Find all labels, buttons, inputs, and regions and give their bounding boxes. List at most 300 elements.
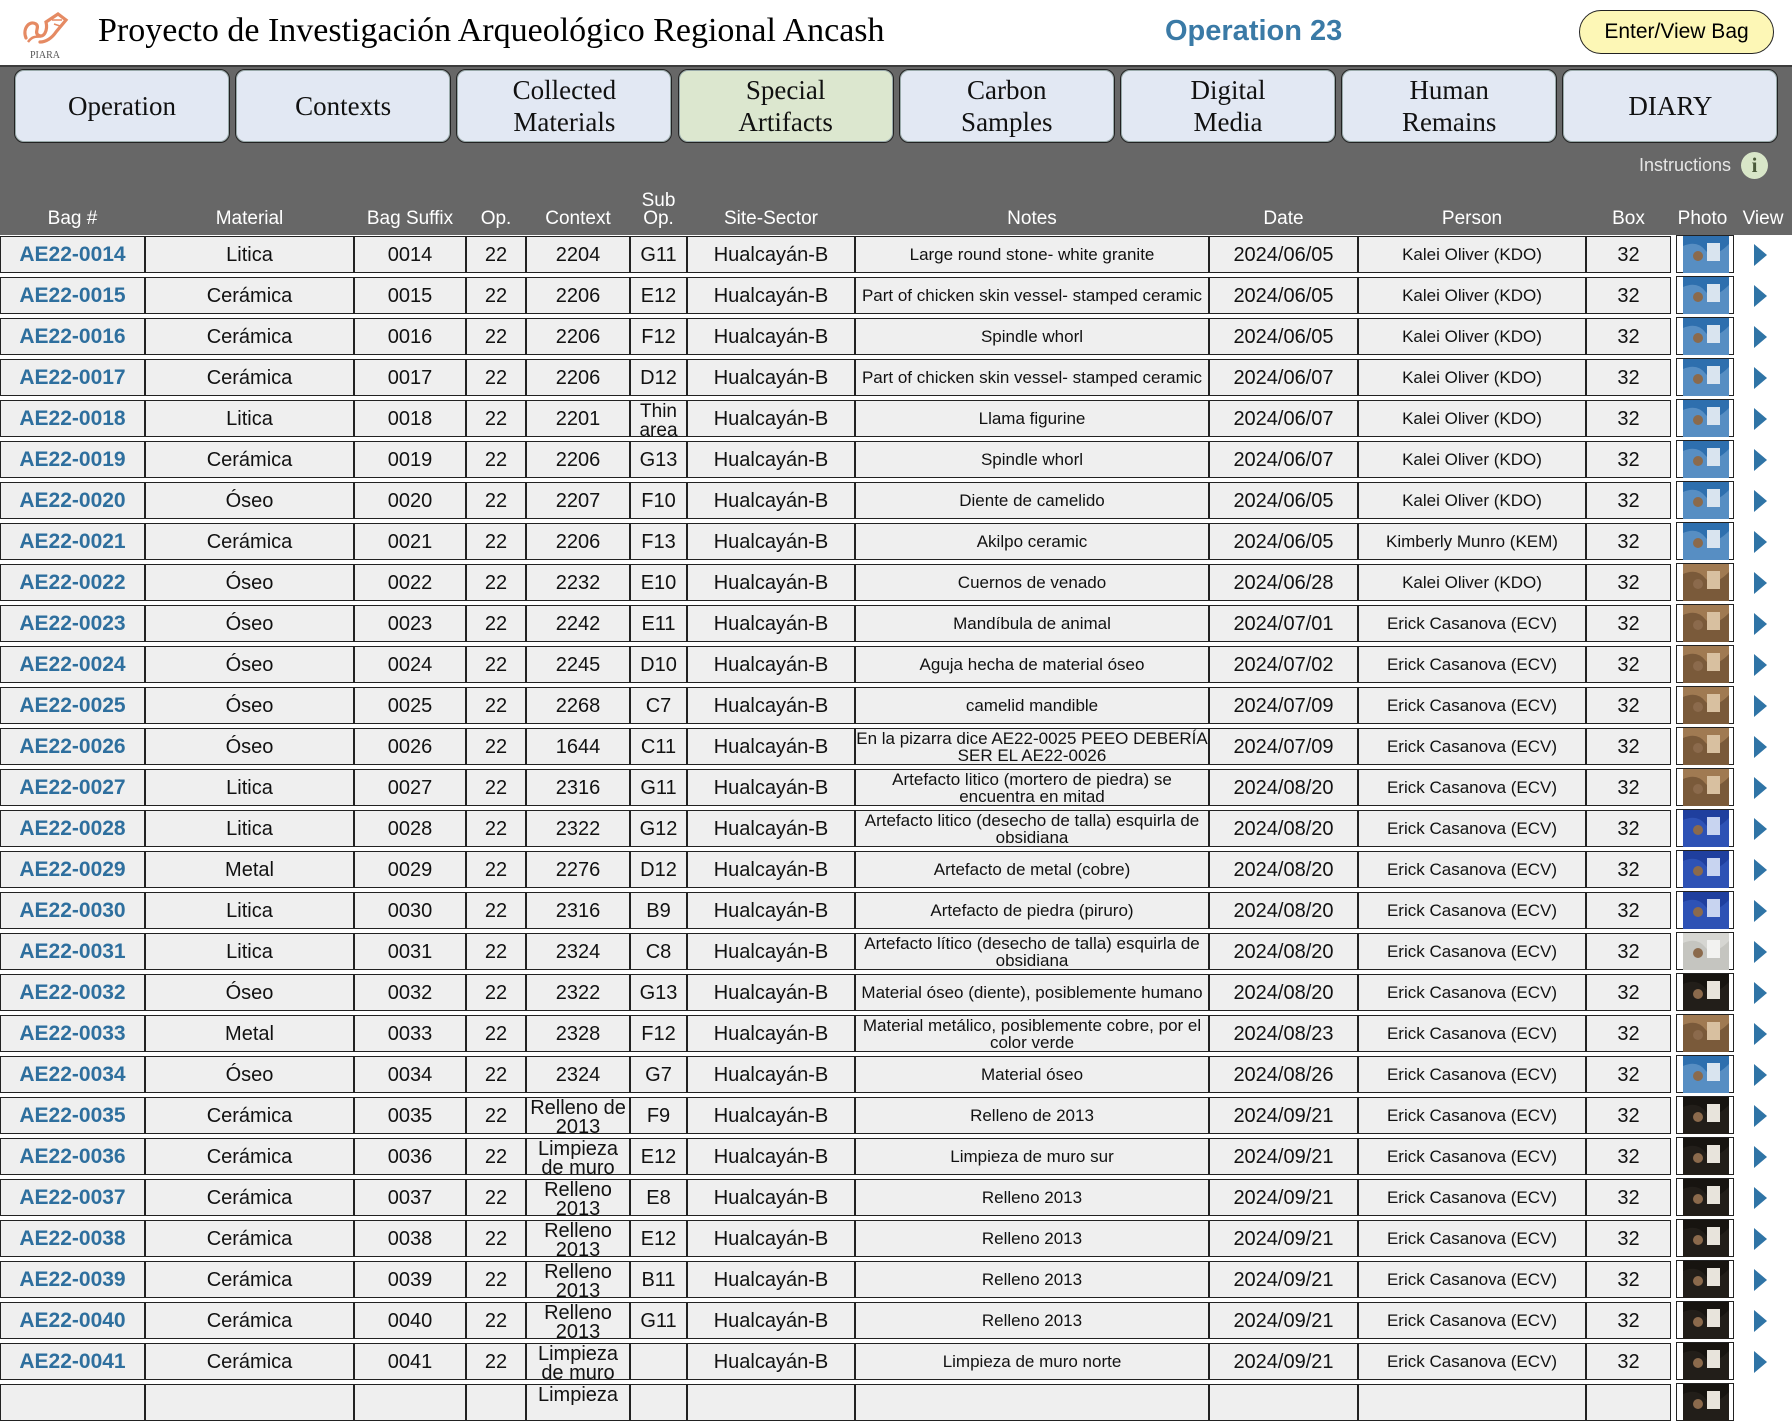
context-cell-text: Relleno 2013 [544,1261,612,1302]
box-cell [1586,769,1671,806]
table-row[interactable] [0,235,1792,276]
view-arrow-icon[interactable] [1754,408,1767,430]
bag-number-link[interactable]: AE22-0041 [19,1349,126,1373]
bag-number-link[interactable]: AE22-0019 [19,447,126,471]
table-row[interactable] [0,1342,1792,1383]
sub-op-cell [630,318,687,355]
person-cell [1358,1220,1586,1257]
sub-op-cell [630,1097,687,1134]
col-bag[interactable]: Bag # [47,208,98,229]
view-arrow-icon[interactable] [1754,941,1767,963]
col-box[interactable]: Box [1612,208,1645,229]
photo-image [1683,974,1729,1011]
site-sector-cell-text: Hualcayán-B [713,1309,829,1332]
table-row[interactable] [0,358,1792,399]
notes-cell-text: Artefacto lítico (desecho de talla) esquirla de obsidiana [864,933,1200,970]
tab-human-remains[interactable]: Human Remains [1341,69,1557,143]
bag-number-link[interactable]: AE22-0034 [19,1062,126,1086]
bag-number-link[interactable]: AE22-0029 [19,857,126,881]
context-cell-text: 2207 [555,489,601,512]
box-cell-text: 32 [1617,1227,1640,1250]
bag-suffix-cell-text: 0016 [387,325,433,348]
box-cell-text: 32 [1617,940,1640,963]
site-sector-cell [687,1138,855,1175]
person-cell-text: Kalei Oliver (KDO) [1402,286,1542,305]
site-sector-cell-text: Hualcayán-B [713,284,829,307]
op-cell-text: 22 [484,448,508,471]
site-sector-cell [687,482,855,519]
op-cell-text: 22 [484,1022,508,1045]
notes-cell-text: Artefacto litico (mortero de piedra) se encuentra en mitad [892,769,1172,806]
photo-thumbnail[interactable] [1676,399,1734,437]
bag-suffix-cell [354,359,466,396]
photo-thumbnail[interactable] [1676,276,1734,314]
context-cell [526,1056,630,1093]
table-row[interactable] [0,1301,1792,1342]
view-arrow-icon[interactable] [1754,1351,1767,1373]
view-arrow-icon[interactable] [1754,1228,1767,1250]
view-arrow-icon[interactable] [1754,367,1767,389]
view-arrow-icon[interactable] [1754,449,1767,471]
op-cell [466,769,526,806]
op-cell-text: 22 [484,1309,508,1332]
material-cell-text: Óseo [225,571,274,594]
site-sector-cell [687,1302,855,1339]
person-cell-text: Kimberly Munro (KEM) [1386,532,1558,551]
col-op[interactable]: Op. [480,208,512,229]
context-cell [526,564,630,601]
col-site-sector[interactable]: Site-Sector [724,208,818,229]
op-cell [466,482,526,519]
tab-collected-materials[interactable]: Collected Materials [456,69,672,143]
bag-suffix-cell [354,1302,466,1339]
person-cell [1358,646,1586,683]
material-cell [145,646,354,683]
photo-thumbnail[interactable] [1676,563,1734,601]
notes-cell [855,1179,1209,1216]
person-cell-text: Kalei Oliver (KDO) [1402,573,1542,592]
bag-number-link[interactable]: AE22-0017 [19,365,126,389]
photo-thumbnail[interactable] [1676,973,1734,1011]
context-cell [526,277,630,314]
photo-thumbnail[interactable] [1676,1178,1734,1216]
info-icon[interactable]: i [1741,152,1768,179]
tab-operation[interactable]: Operation [14,69,230,143]
table-row[interactable] [0,891,1792,932]
context-cell [526,892,630,929]
notes-cell [855,482,1209,519]
col-notes[interactable]: Notes [1007,208,1057,229]
context-cell [526,974,630,1011]
view-arrow-icon[interactable] [1754,531,1767,553]
person-cell-text: Erick Casanova (ECV) [1386,1311,1558,1330]
context-cell [526,441,630,478]
sub-op-cell-text: G11 [640,1309,677,1332]
site-sector-cell [687,318,855,355]
context-cell [526,1097,630,1138]
sub-op-cell [630,1302,687,1339]
bag-number-link[interactable]: AE22-0040 [19,1308,126,1332]
bag-suffix-cell [354,1138,466,1175]
bag-number-link[interactable]: AE22-0032 [19,980,126,1004]
view-arrow-icon[interactable] [1754,1187,1767,1209]
date-cell-text: 2024/06/07 [1233,448,1334,471]
box-cell-text: 32 [1617,776,1640,799]
table-row[interactable] [0,1096,1792,1137]
material-cell [145,1343,354,1380]
bag-number-link[interactable]: AE22-0030 [19,898,126,922]
person-cell [1358,523,1586,560]
bag-number-link[interactable]: AE22-0026 [19,734,126,758]
date-cell-text: 2024/08/23 [1233,1022,1334,1045]
box-cell [1586,851,1671,888]
person-cell-text: Erick Casanova (ECV) [1386,1229,1558,1248]
bag-number-link[interactable]: AE22-0021 [19,529,126,553]
person-cell-text: Erick Casanova (ECV) [1386,1352,1558,1371]
table-row[interactable] [0,399,1792,440]
context-cell-text: 2206 [555,448,601,471]
bag-suffix-cell [354,523,466,560]
bag-suffix-cell-text: 0040 [387,1309,433,1332]
photo-thumbnail[interactable] [1676,317,1734,355]
box-cell-text: 32 [1617,530,1640,553]
bag-suffix-cell-text: 0036 [387,1145,433,1168]
person-cell-text: Erick Casanova (ECV) [1386,1147,1558,1166]
view-arrow-icon[interactable] [1754,1310,1767,1332]
photo-image [1683,605,1729,642]
site-sector-cell-text: Hualcayán-B [713,243,829,266]
table-row[interactable] [0,727,1792,768]
tab-special-artifacts[interactable]: Special Artifacts [678,69,894,143]
view-arrow-icon[interactable] [1754,613,1767,635]
date-cell-text: 2024/07/02 [1233,653,1334,676]
notes-cell [855,359,1209,396]
photo-image [1683,1384,1729,1421]
photo-image [1683,236,1729,273]
notes-cell-text: Relleno 2013 [981,1311,1083,1330]
bag-number-cell [0,1302,145,1339]
bag-suffix-cell-text: 0017 [387,366,433,389]
date-cell [1209,318,1358,355]
enter-view-bag-button[interactable]: Enter/View Bag [1579,10,1774,54]
bag-number-link[interactable]: AE22-0031 [19,939,126,963]
box-cell-text: 32 [1617,448,1640,471]
view-arrow-icon[interactable] [1754,490,1767,512]
table-row[interactable] [0,276,1792,317]
person-cell [1358,933,1586,970]
bag-suffix-cell [354,1015,466,1052]
table-row[interactable] [0,973,1792,1014]
site-sector-cell [687,851,855,888]
sub-op-cell [630,236,687,273]
table-row[interactable] [0,1178,1792,1219]
material-cell [145,1179,354,1216]
table-row[interactable] [0,522,1792,563]
box-cell-text: 32 [1617,1350,1640,1373]
bag-number-link[interactable]: AE22-0028 [19,816,126,840]
context-cell [526,933,630,970]
person-cell [1358,1179,1586,1216]
table-row[interactable] [0,481,1792,522]
photo-thumbnail[interactable] [1676,481,1734,519]
bag-number-link[interactable]: AE22-0025 [19,693,126,717]
col-person[interactable]: Person [1441,208,1503,229]
op-cell [466,646,526,683]
sub-op-cell-text: E12 [640,1145,677,1168]
op-cell-text: 22 [484,981,508,1004]
op-cell [466,892,526,929]
tab-diary[interactable]: DIARY [1562,69,1778,143]
op-cell [466,1097,526,1134]
date-cell [1209,277,1358,314]
sub-op-cell [630,810,687,847]
tab-bar [14,69,1790,145]
op-cell-text: 22 [484,325,508,348]
date-cell [1209,523,1358,560]
view-arrow-icon[interactable] [1754,1064,1767,1086]
sub-op-cell [630,1179,687,1216]
view-arrow-icon[interactable] [1754,1146,1767,1168]
sub-op-cell-text: E8 [646,1186,671,1209]
photo-thumbnail[interactable] [1676,604,1734,642]
table-row[interactable] [0,1219,1792,1260]
bag-suffix-cell-text: 0026 [387,735,433,758]
view-arrow-icon[interactable] [1754,326,1767,348]
photo-image [1683,1015,1729,1052]
person-cell [1358,1302,1586,1339]
bag-suffix-cell-text: 0025 [387,694,433,717]
photo-thumbnail[interactable] [1676,1301,1734,1339]
table-row[interactable] [0,1055,1792,1096]
bag-number-link[interactable]: AE22-0035 [19,1103,126,1127]
photo-thumbnail[interactable] [1676,235,1734,273]
photo-thumbnail[interactable] [1676,522,1734,560]
box-cell-text: 32 [1617,735,1640,758]
bag-number-link[interactable]: AE22-0022 [19,570,126,594]
notes-cell-text: Relleno 2013 [981,1229,1083,1248]
person-cell-text: Erick Casanova (ECV) [1386,737,1558,756]
view-arrow-icon[interactable] [1754,572,1767,594]
photo-thumbnail[interactable] [1676,1014,1734,1052]
table-row[interactable] [0,850,1792,891]
site-sector-cell [687,441,855,478]
col-view: View [1742,208,1784,229]
sub-op-cell [630,687,687,724]
view-arrow-icon[interactable] [1754,1023,1767,1045]
view-arrow-icon[interactable] [1754,654,1767,676]
photo-thumbnail[interactable] [1676,1260,1734,1298]
photo-thumbnail[interactable] [1676,932,1734,970]
box-cell-text: 32 [1617,284,1640,307]
op-cell [466,1343,526,1380]
table-row[interactable] [0,1014,1792,1055]
context-cell [526,482,630,519]
sub-op-cell [630,277,687,314]
view-arrow-icon[interactable] [1754,695,1767,717]
site-sector-cell [687,523,855,560]
bag-number-link[interactable]: AE22-0038 [19,1226,126,1250]
box-cell-text: 32 [1617,571,1640,594]
photo-image [1683,1261,1729,1298]
box-cell [1586,359,1671,396]
notes-cell [855,687,1209,724]
col-sub-op[interactable]: Sub Op. [641,190,676,229]
table-row[interactable] [0,317,1792,358]
photo-thumbnail[interactable] [1676,686,1734,724]
date-cell [1209,359,1358,396]
material-cell [145,277,354,314]
view-arrow-icon[interactable] [1754,736,1767,758]
view-arrow-icon[interactable] [1754,285,1767,307]
bag-number-link[interactable]: AE22-0015 [19,283,126,307]
material-cell [145,933,354,970]
table-row[interactable] [0,686,1792,727]
photo-thumbnail[interactable] [1676,891,1734,929]
person-cell [1358,318,1586,355]
bag-number-link[interactable]: AE22-0018 [19,406,126,430]
col-date[interactable]: Date [1263,208,1304,229]
table-row[interactable] [0,809,1792,850]
piara-logo [18,8,72,60]
photo-thumbnail[interactable] [1676,440,1734,478]
sub-op-cell-text: E11 [641,612,676,635]
material-cell-text: Óseo [225,612,274,635]
photo-thumbnail[interactable] [1676,1219,1734,1257]
bag-number-link[interactable]: AE22-0024 [19,652,126,676]
bag-number-link[interactable]: AE22-0020 [19,488,126,512]
photo-thumbnail[interactable] [1676,1137,1734,1175]
tab-digital-media[interactable]: Digital Media [1120,69,1336,143]
box-cell-text: 32 [1617,1186,1640,1209]
sub-op-cell-text: C7 [645,694,672,717]
photo-thumbnail[interactable] [1676,358,1734,396]
site-sector-cell-text: Hualcayán-B [713,1063,829,1086]
photo-thumbnail[interactable] [1676,1055,1734,1093]
bag-number-link[interactable]: AE22-0033 [19,1021,126,1045]
bag-suffix-cell-text: 0020 [387,489,433,512]
tab-carbon-samples[interactable]: Carbon Samples [899,69,1115,143]
col-context[interactable]: Context [545,208,611,229]
table-row[interactable] [0,1137,1792,1178]
date-cell-text: 2024/06/05 [1233,325,1334,348]
photo-thumbnail[interactable] [1676,768,1734,806]
bag-suffix-cell [354,646,466,683]
sub-op-cell [630,1056,687,1093]
table-row[interactable] [0,440,1792,481]
site-sector-cell [687,564,855,601]
context-cell-text: Relleno 2013 [544,1302,612,1343]
site-sector-cell-text: Hualcayán-B [713,1145,829,1168]
view-arrow-icon[interactable] [1754,1269,1767,1291]
op-cell [466,933,526,970]
context-cell [526,810,630,847]
table-row[interactable] [0,645,1792,686]
table-row[interactable] [0,1383,1792,1424]
bag-number-cell [0,646,145,683]
table-row[interactable] [0,1260,1792,1301]
bag-number-link[interactable]: AE22-0039 [19,1267,126,1291]
bag-suffix-cell-text: 0021 [387,530,433,553]
notes-cell [855,277,1209,314]
table-row[interactable] [0,604,1792,645]
view-arrow-icon[interactable] [1754,859,1767,881]
photo-thumbnail[interactable] [1676,850,1734,888]
tab-contexts[interactable]: Contexts [235,69,451,143]
photo-image [1683,318,1729,355]
op-cell-text: 22 [484,653,508,676]
bag-suffix-cell [354,1384,466,1421]
bag-number-link[interactable]: AE22-0037 [19,1185,126,1209]
bag-suffix-cell [354,851,466,888]
sub-op-cell-text: G12 [639,817,678,840]
instructions-link[interactable] [1639,152,1768,179]
view-arrow-icon[interactable] [1754,1105,1767,1127]
notes-cell [855,605,1209,642]
date-cell [1209,974,1358,1011]
photo-thumbnail[interactable] [1676,1096,1734,1134]
bag-number-link[interactable]: AE22-0027 [19,775,126,799]
bag-number-link[interactable]: AE22-0023 [19,611,126,635]
site-sector-cell-text: Hualcayán-B [713,612,829,635]
notes-cell-text: Relleno de 2013 [970,1106,1094,1125]
date-cell-text: 2024/06/05 [1233,243,1334,266]
photo-thumbnail[interactable] [1676,1383,1734,1421]
person-cell [1358,687,1586,724]
date-cell-text: 2024/06/07 [1233,407,1334,430]
photo-image [1683,810,1729,847]
view-arrow-icon[interactable] [1754,982,1767,1004]
photo-image [1683,933,1729,970]
site-sector-cell [687,769,855,806]
notes-cell-text: Part of chicken skin vessel- stamped ceramic [861,368,1203,387]
table-row[interactable] [0,768,1792,809]
material-cell-text: Cerámica [206,530,293,553]
person-cell [1358,974,1586,1011]
date-cell-text: 2024/09/21 [1233,1145,1334,1168]
photo-thumbnail[interactable] [1676,809,1734,847]
photo-thumbnail[interactable] [1676,1342,1734,1380]
view-arrow-icon[interactable] [1754,777,1767,799]
bag-number-link[interactable]: AE22-0016 [19,324,126,348]
notes-cell-text: Spindle whorl [980,327,1084,346]
date-cell [1209,400,1358,437]
date-cell-text: 2024/08/20 [1233,940,1334,963]
artifact-list[interactable] [0,235,1792,1406]
notes-cell [855,1343,1209,1380]
photo-thumbnail[interactable] [1676,727,1734,765]
photo-thumbnail[interactable] [1676,645,1734,683]
context-cell-text: 2206 [555,366,601,389]
bag-number-cell [0,851,145,888]
box-cell [1586,974,1671,1011]
view-arrow-icon[interactable] [1754,900,1767,922]
bag-suffix-cell-text: 0019 [387,448,433,471]
bag-number-link[interactable]: AE22-0036 [19,1144,126,1168]
col-bag-suffix[interactable]: Bag Suffix [366,208,454,229]
context-cell [526,1384,630,1421]
col-material[interactable]: Material [215,208,284,229]
bag-suffix-cell [354,728,466,765]
context-cell-text: 2324 [555,1063,601,1086]
view-arrow-icon[interactable] [1754,818,1767,840]
bag-suffix-cell-text: 0030 [387,899,433,922]
sub-op-cell-text: B11 [641,1268,676,1291]
view-arrow-icon[interactable] [1754,244,1767,266]
table-row[interactable] [0,563,1792,604]
table-row[interactable] [0,932,1792,973]
bag-number-link[interactable]: AE22-0014 [19,242,126,266]
site-sector-cell [687,1097,855,1134]
